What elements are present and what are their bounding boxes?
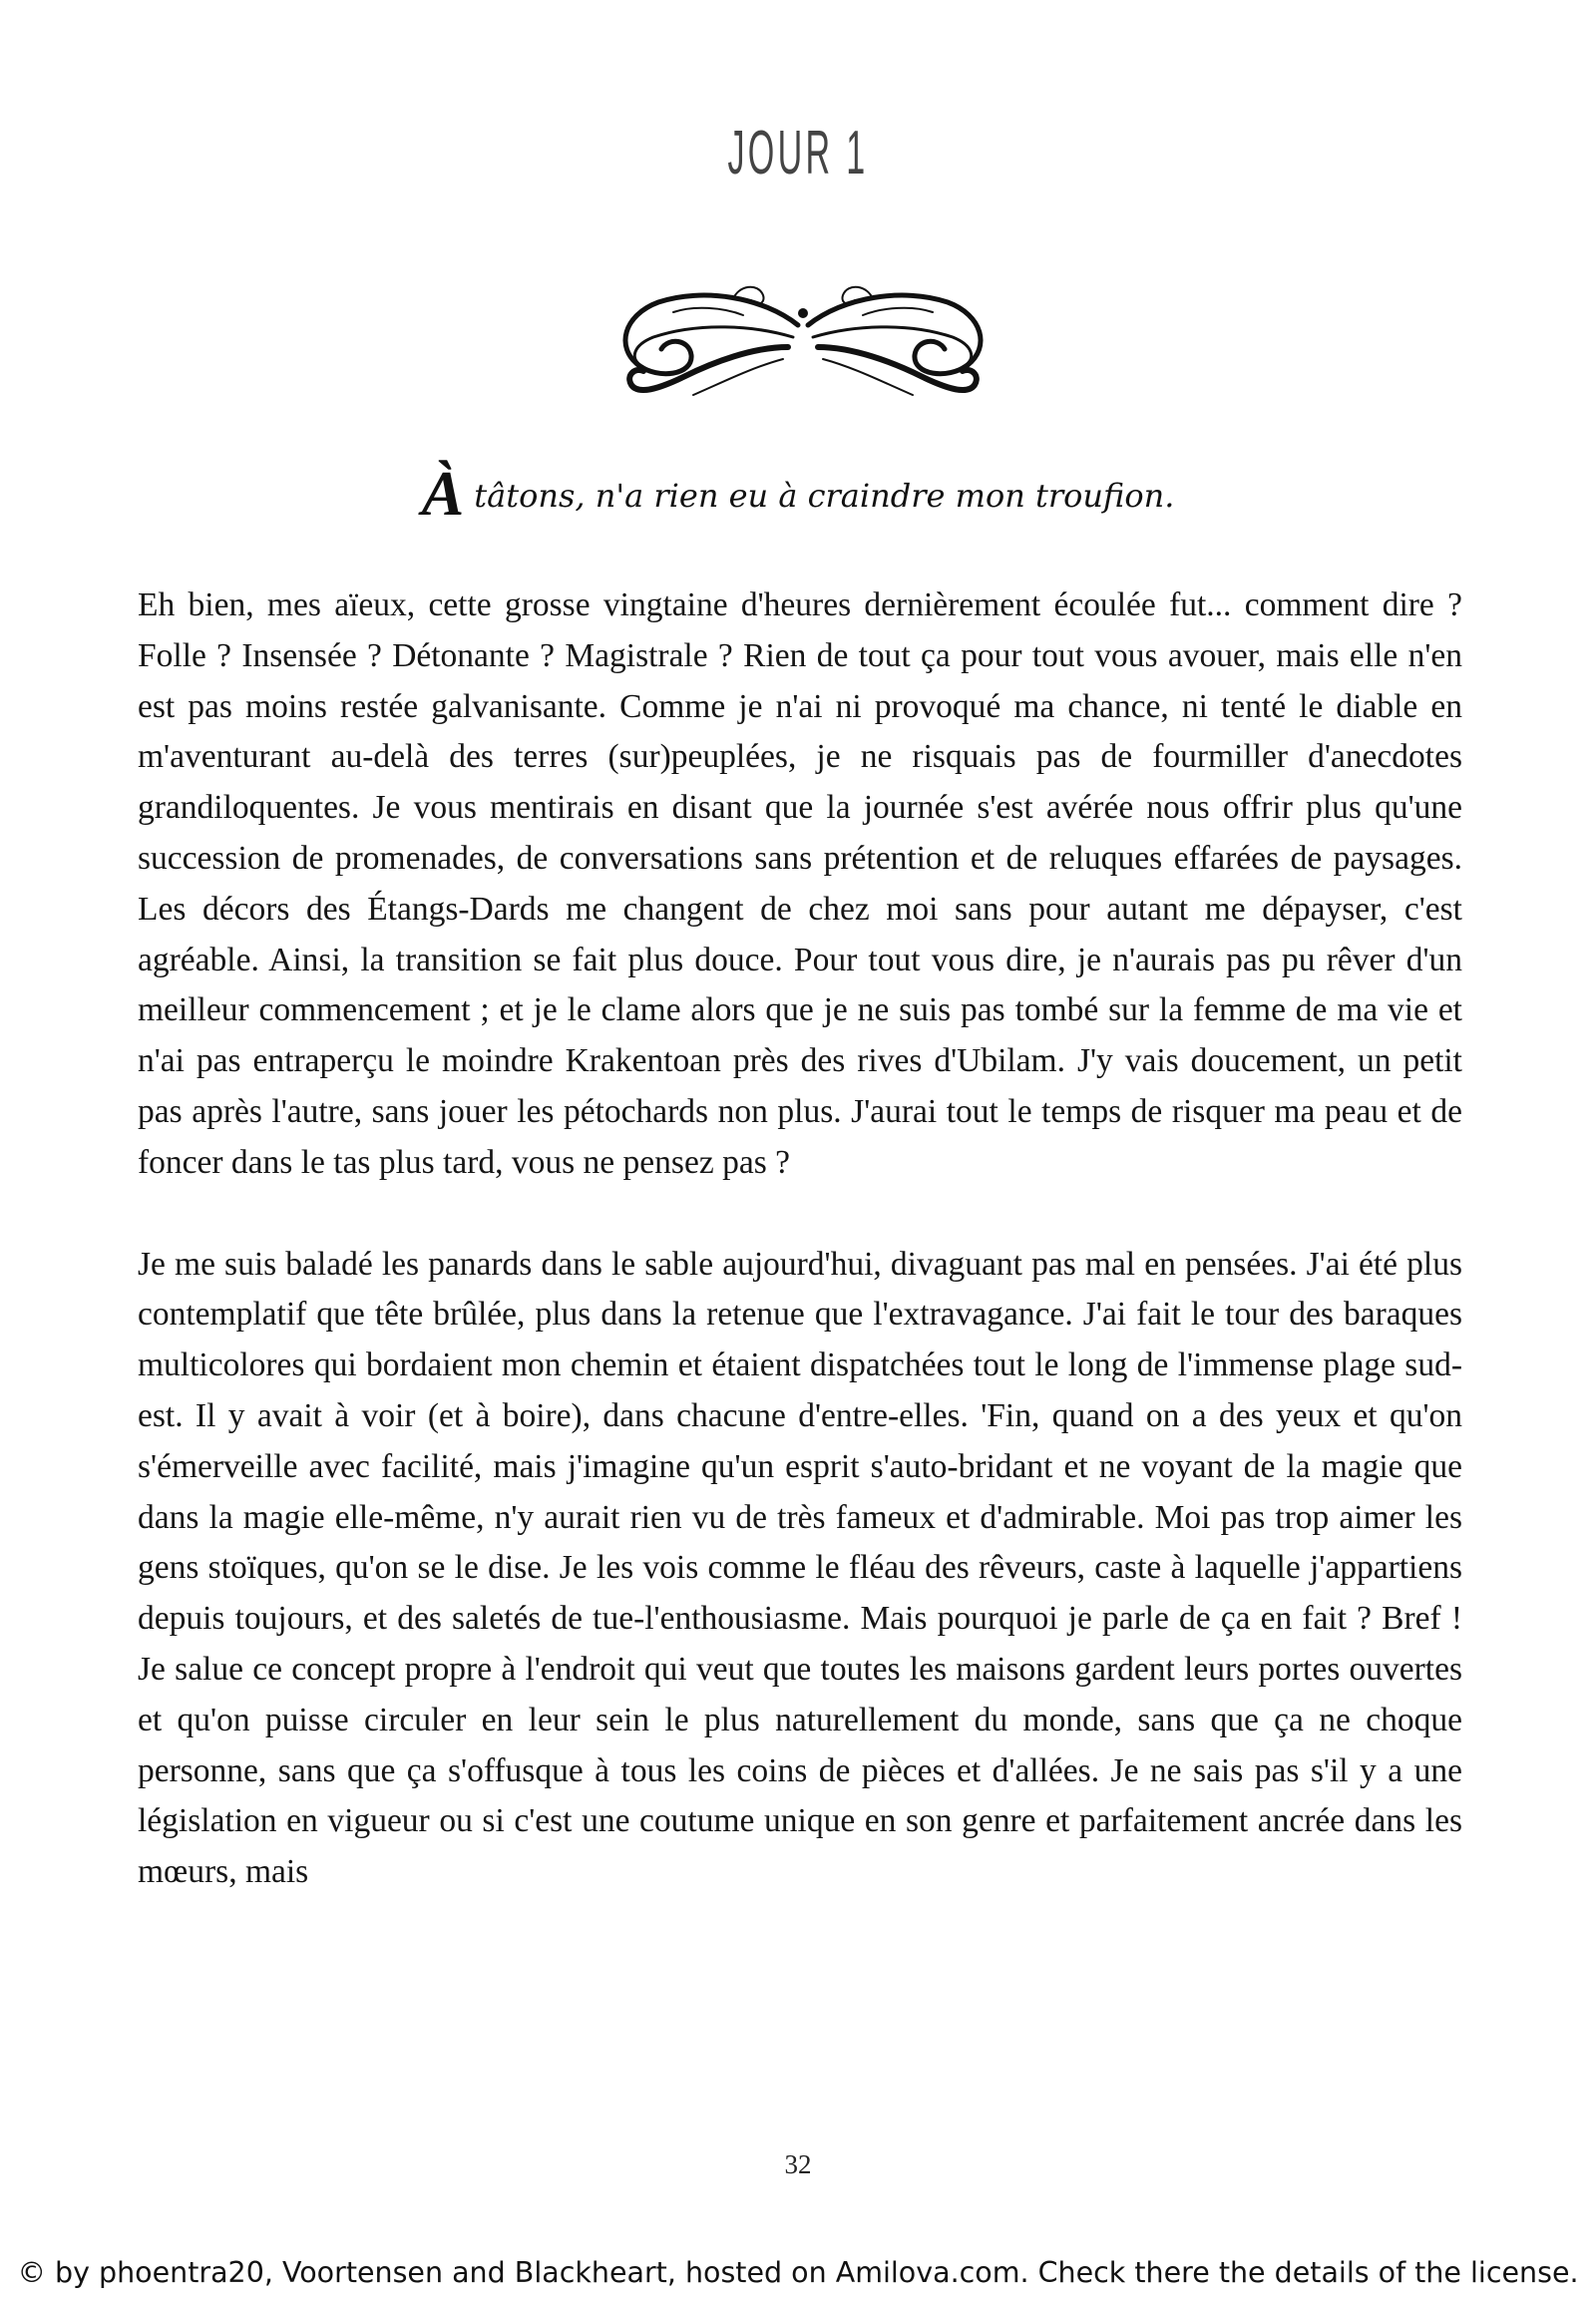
epigraph-text: tâtons, n'a rien eu à craindre mon troufion. xyxy=(474,477,1175,515)
chapter-title: JOUR 1 xyxy=(727,119,869,188)
paragraph: Je me suis baladé les panards dans le sable aujourd'hui, divaguant pas mal en pensées. J'ai été plus contemplatif que tête brûlée, plus dans la retenue que l'extravagance. J'ai fait le tour des baraques multicolores qui bordaient mon chemin et étaient dispatchées tout le long de l'immense plage sud-est. Il y avait à voir (et à boire), dans chacune d'entre-elles. 'Fin, quand on a des yeux et qu'on s'émerveille avec facilité, mais j'imagine qu'un esprit s'auto-bridant et ne voyant de la magie que dans la magie elle-même, n'y aurait rien vu de très fameux et d'admirable. Moi pas trop aimer les gens stoïques, qu'on se le dise. Je les vois comme le fléau des rêveurs, caste à laquelle j'appartiens depuis toujours, et des saletés de tue-l'enthousiasme. Mais pourquoi je parle de ça en fait ? Bref ! Je salue ce concept propre à l'endroit qui veut que toutes les maisons gardent leurs portes ouvertes et qu'on puisse circuler en leur sein le plus naturellement du monde, sans que ça ne choque personne, sans que ça s'offusque à tous les coins de pièces et d'allées. Je ne sais pas s'il y a une législation en vigueur ou si c'est une coutume unique en son genre et parfaitement ancrée dans les mœurs, mais xyxy=(138,1245,1462,1891)
page-number: 32 xyxy=(784,2149,812,2179)
epigraph-dropcap: À xyxy=(421,458,465,529)
flourish-divider-icon xyxy=(613,267,993,407)
license-notice: © by phoentra20, Voortensen and Blackheart, hosted on Amilova.com. Check there the details of the license. xyxy=(17,2256,1579,2289)
paragraph: Eh bien, mes aïeux, cette grosse vingtaine d'heures dernièrement écoulée fut... comment dire ? Folle ? Insensée ? Détonante ? Magistrale ? Rien de tout ça pour tout vous avouer, mais elle n'en est pas moins restée galvanisante. Comme je n'ai ni provoqué ma chance, ni tenté le diable en m'aventurant au-delà des terres (sur)peuplées, je ne risquais pas de fourmiller d'anecdotes grandiloquentes. Je vous mentirais en disant que la journée s'est avérée nous offrir plus qu'une succession de promenades, de conversations sans prétention et de reluques effarées de paysages. Les décors des Étangs-Dards me changent de chez moi sans pour autant me dépayser, c'est agréable. Ainsi, la transition se fait plus douce. Pour tout vous dire, je n'aurais pas pu rêver d'un meilleur commencement ; et je le clame alors que je ne suis pas tombé sur la femme de ma vie et n'ai pas entraperçu le moindre Krakentoan près des rives d'Ubilam. J'y vais doucement, un petit pas après l'autre, sans jouer les pétochards non plus. J'aurai tout le temps de risquer ma peau et de foncer dans le tas plus tard, vous ne pensez pas ? xyxy=(138,586,1462,1181)
body-text xyxy=(138,580,1462,1898)
epigraph xyxy=(0,457,1596,531)
